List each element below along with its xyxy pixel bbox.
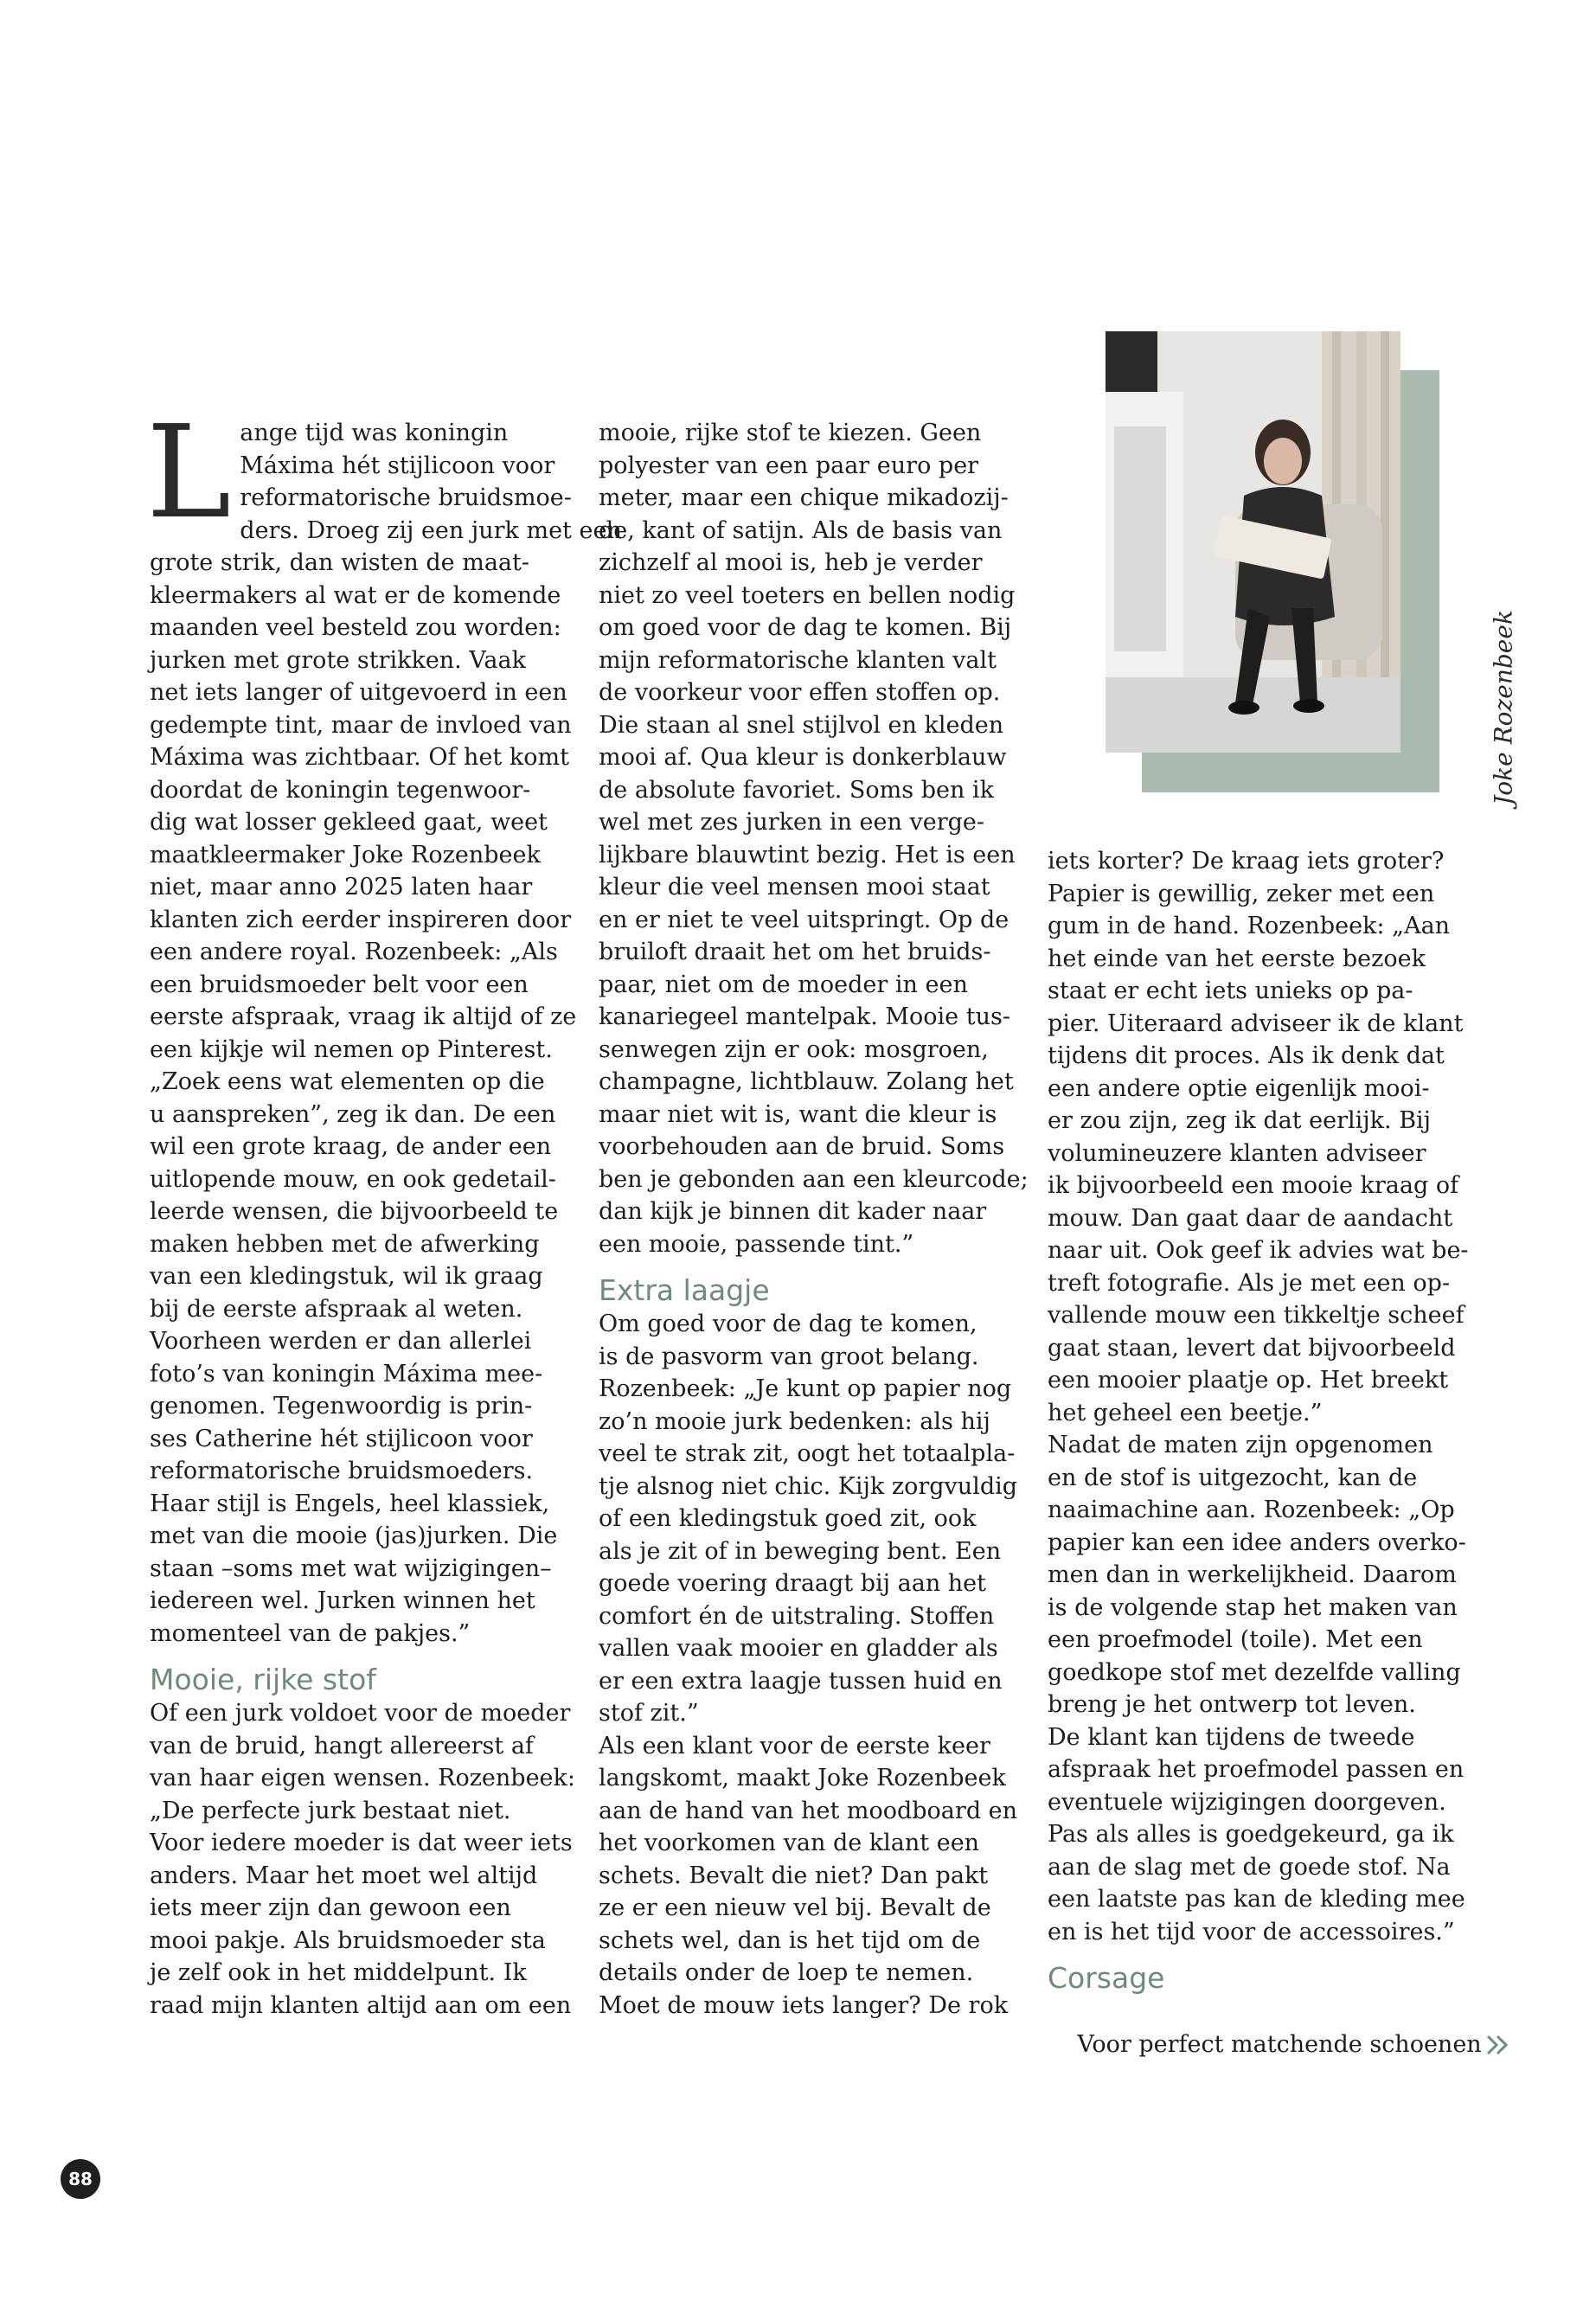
text-line: en er niet te veel uitspringt. Op de <box>599 906 1010 933</box>
text-line: aan de hand van het moodboard en <box>599 1797 1018 1824</box>
text-line: anders. Maar het moet wel altijd <box>150 1862 538 1889</box>
text-line: wil een grote kraag, de ander een <box>150 1133 552 1160</box>
text-line: Rozenbeek: „Je kunt op papier nog <box>599 1375 1012 1402</box>
text-line: mooi pakje. Als bruidsmoeder sta <box>150 1926 546 1954</box>
paragraph <box>1048 845 1469 1948</box>
text-line: aan de slag met de goede stof. Na <box>1048 1853 1451 1881</box>
text-line: Nadat de maten zijn opgenomen <box>1048 1432 1433 1458</box>
text-line: doordat de koningin tegenwoor- <box>150 776 531 804</box>
text-line: wel met zes jurken in een verge- <box>599 809 985 836</box>
text-line: mouw. Dan gaat daar de aandacht <box>1048 1204 1453 1232</box>
text-line: een andere optie eigenlijk mooi- <box>1048 1074 1430 1102</box>
text-line: niet, maar anno 2025 laten haar <box>150 874 533 901</box>
text-line: men dan in werkelijkheid. Daarom <box>1048 1561 1457 1588</box>
text-line: uitlopende mouw, en ook gedetail- <box>150 1165 556 1193</box>
text-line: Die staan al snel stijlvol en kleden <box>599 711 1004 739</box>
article-column-2 <box>599 417 1029 2022</box>
article-column-3 <box>1048 845 1482 2093</box>
text-line: de, kant of satijn. Als de basis van <box>599 516 1003 544</box>
text-line: dig wat losser gekleed gaat, weet <box>150 809 548 836</box>
text-line: paar, niet om de moeder in een <box>599 971 968 998</box>
text-line: het voorkomen van de klant een <box>599 1830 980 1856</box>
text-line: en de stof is uitgezocht, kan de <box>1048 1464 1418 1491</box>
text-line: Moet de mouw iets langer? De rok <box>599 1991 1009 2019</box>
text-line: van de bruid, hangt allereerst af <box>150 1732 534 1759</box>
text-line: staan –soms met wat wijzigingen– <box>150 1554 552 1582</box>
text-line: goede voering draagt bij aan het <box>599 1570 987 1597</box>
text-line: Máxima hét stijlicoon voor <box>240 452 555 479</box>
text-line: de absolute favoriet. Soms ben ik <box>599 776 994 804</box>
text-line: senwegen zijn er ook: mosgroen, <box>599 1035 989 1063</box>
photo-illustration <box>1106 331 1401 753</box>
text-line: is de pasvorm van groot belang. <box>599 1343 979 1370</box>
text-line: klanten zich eerder inspireren door <box>150 906 572 933</box>
paragraph <box>599 417 1029 1260</box>
text-line: champagne, lichtblauw. Zolang het <box>599 1068 1014 1095</box>
text-line: Om goed voor de dag te komen, <box>599 1311 977 1337</box>
text-line: zo’n mooie jurk bedenken: als hij <box>599 1407 990 1435</box>
paragraph <box>150 1697 575 2022</box>
photo-credit <box>1486 608 1521 807</box>
text-line: om goed voor de dag te komen. Bij <box>599 614 1012 641</box>
text-line: reformatorische bruidsmoeders. <box>150 1458 534 1484</box>
text-line: „Zoek eens wat elementen op die <box>150 1068 545 1095</box>
text-line: gaat staan, levert dat bijvoorbeeld <box>1048 1334 1456 1362</box>
text-line: comfort én de uitstraling. Stoffen <box>599 1602 995 1630</box>
text-line: maatkleermaker Joke Rozenbeek <box>150 841 541 868</box>
text-line: raad mijn klanten altijd aan om een <box>150 1991 572 2019</box>
text-line: Of een jurk voldoet voor de moeder <box>150 1700 571 1727</box>
paragraph-continued <box>1048 1996 1482 2093</box>
text-line: bruiloft draait het om het bruids- <box>599 939 991 965</box>
subhead-mooie-rijke-stof: Mooie, rijke stof <box>150 1663 376 1696</box>
text-line: mooie, rijke stof te kiezen. Geen <box>599 420 982 446</box>
text-line: er een extra laagje tussen huid en <box>599 1667 1003 1695</box>
text-line: leerde wensen, die bijvoorbeeld te <box>150 1198 559 1225</box>
text-line: een mooie, passende tint.” <box>599 1230 914 1258</box>
text-line: naaimachine aan. Rozenbeek: „Op <box>1048 1497 1455 1523</box>
text-line: kleermakers al wat er de komende <box>150 581 561 609</box>
text-line: met van die mooie (jas)jurken. Die <box>150 1522 558 1549</box>
text-line: zichzelf al mooi is, heb je verder <box>599 549 983 576</box>
text-line: Voor iedere moeder is dat weer iets <box>150 1830 573 1856</box>
subhead-extra-laagje: Extra laagje <box>599 1273 770 1307</box>
text-line: net iets langer of uitgevoerd in een <box>150 679 567 706</box>
text-line: gum in de hand. Rozenbeek: „Aan <box>1048 913 1451 939</box>
text-line: schets. Bevalt die niet? Dan pakt <box>599 1862 989 1889</box>
text-line: mooi af. Qua kleur is donkerblauw <box>599 744 1007 771</box>
text-line: breng je het ontwerp tot leven. <box>1048 1691 1416 1718</box>
paragraph <box>599 1308 1018 2022</box>
text-line: polyester van een paar euro per <box>599 452 979 479</box>
text-line: van haar eigen wensen. Rozenbeek: <box>150 1765 575 1791</box>
text-line: maken hebben met de afwerking <box>150 1230 540 1258</box>
text-line: ders. Droeg zij een jurk met een <box>240 516 622 544</box>
text-line: een bruidsmoeder belt voor een <box>150 971 529 998</box>
text-line: een andere royal. Rozenbeek: „Als <box>150 939 558 965</box>
text-line: reformatorische bruidsmoe- <box>240 484 572 511</box>
text-line: je zelf ook in het middelpunt. Ik <box>150 1959 527 1986</box>
drop-cap: L <box>146 398 232 547</box>
text-line: de voorkeur voor effen stoffen op. <box>599 679 1001 706</box>
text-line: vallende mouw een tikkeltje scheef <box>1048 1302 1465 1329</box>
text-line: papier kan een idee anders overko- <box>1048 1529 1466 1556</box>
text-line: tijdens dit proces. Als ik denk dat <box>1048 1042 1445 1069</box>
text-line: iets korter? De kraag iets groter? <box>1048 848 1445 875</box>
text-line: bij de eerste afspraak al weten. <box>150 1295 523 1323</box>
woman-reading-photo <box>1106 331 1401 753</box>
text-line: voorbehouden aan de bruid. Soms <box>599 1133 1005 1160</box>
text-line: vallen vaak mooier en gladder als <box>599 1635 998 1662</box>
text-line: Haar stijl is Engels, heel klassiek, <box>150 1490 550 1517</box>
lines <box>150 417 622 1650</box>
text-line: momenteel van de pakjes.” <box>150 1619 471 1647</box>
text-line: iedereen wel. Jurken winnen het <box>150 1587 535 1614</box>
text-line: niet zo veel toeters en bellen nodig <box>599 581 1016 609</box>
text-line: eerste afspraak, vraag ik altijd of ze <box>150 1003 577 1030</box>
text-line: eventuele wijzigingen doorgeven. <box>1048 1788 1446 1816</box>
text-line: ik bijvoorbeeld een mooie kraag of <box>1048 1172 1459 1199</box>
text-line: er zou zijn, zeg ik dat eerlijk. Bij <box>1048 1107 1432 1134</box>
text-line: „De perfecte jurk bestaat niet. <box>150 1797 511 1824</box>
text-line: het geheel een beetje.” <box>1048 1399 1323 1426</box>
text-line: een laatste pas kan de kleding mee <box>1048 1886 1465 1913</box>
text-line: is de volgende stap het maken van <box>1048 1593 1458 1621</box>
text-line: veel te strak zit, oogt het totaalpla- <box>599 1440 1016 1467</box>
text-line: De klant kan tijdens de tweede <box>1048 1723 1415 1751</box>
text-line: Papier is gewillig, zeker met een <box>1048 880 1435 907</box>
text-line: ben je gebonden aan een kleurcode; <box>599 1165 1029 1193</box>
text-line: maar niet wit is, want die kleur is <box>599 1100 997 1128</box>
text-line: genomen. Tegenwoordig is prin- <box>150 1393 533 1420</box>
text-line: ses Catherine hét stijlicoon voor <box>150 1425 533 1452</box>
text-line: ze er een nieuw vel bij. Bevalt de <box>599 1894 991 1921</box>
text-line: foto’s van koningin Máxima mee- <box>150 1360 543 1388</box>
double-chevron-right-icon <box>1485 2034 1511 2056</box>
text-line: volumineuzere klanten adviseer <box>1048 1139 1426 1167</box>
text-line: of een kledingstuk goed zit, ook <box>599 1505 977 1532</box>
text-line: maanden veel besteld zou worden: <box>150 614 561 641</box>
text-line: gedempte tint, maar de invloed van <box>150 711 572 739</box>
text-line: treft fotografie. Als je met een op- <box>1048 1269 1451 1297</box>
text-line: meter, maar een chique mikadozij- <box>599 484 1009 511</box>
page-number: 88 <box>61 2159 100 2199</box>
text-line: als je zit of in beweging bent. Een <box>599 1537 1002 1565</box>
text-line: mijn reformatorische klanten valt <box>599 646 997 674</box>
text-line: kleur die veel mensen mooi staat <box>599 874 990 901</box>
text-line: iets meer zijn dan gewoon een <box>150 1894 511 1921</box>
text-line: kanariegeel mantelpak. Mooie tus- <box>599 1003 1010 1030</box>
article-column-1 <box>146 398 622 2022</box>
text-line: ange tijd was koningin <box>240 420 509 446</box>
text-line: van een kledingstuk, wil ik graag <box>150 1263 543 1290</box>
text-line: jurken met grote strikken. Vaak <box>150 646 526 674</box>
text-line: u aanspreken”, zeg ik dan. De een <box>150 1100 556 1128</box>
text-line: een proefmodel (toile). Met een <box>1048 1626 1423 1653</box>
text-line: en is het tijd voor de accessoires.” <box>1048 1918 1455 1945</box>
text-line: tje alsnog niet chic. Kijk zorgvuldig <box>599 1472 1018 1500</box>
continue-line: Voor perfect matchende schoenen <box>1077 2030 1482 2058</box>
text-line: schets wel, dan is het tijd om de <box>599 1926 981 1954</box>
text-line: details onder de loep te nemen. <box>599 1959 974 1986</box>
subhead-corsage: Corsage <box>1048 1961 1165 1995</box>
text-line: Voorheen werden er dan allerlei <box>150 1328 532 1355</box>
text-line: een mooier plaatje op. Het breekt <box>1048 1367 1449 1394</box>
text-line: lijkbare blauwtint bezig. Het is een <box>599 841 1016 868</box>
text-line: Als een klant voor de eerste keer <box>599 1732 990 1759</box>
text-line: staat er echt iets unieks op pa- <box>1048 977 1413 1004</box>
photo-credit-text: Joke Rozenbeek <box>1489 610 1518 805</box>
text-line: Pas als alles is goedgekeurd, ga ik <box>1048 1821 1454 1848</box>
text-line: stof zit.” <box>599 1700 699 1727</box>
text-line: Máxima was zichtbaar. Of het komt <box>150 744 569 771</box>
text-line: afspraak het proefmodel passen en <box>1048 1756 1465 1783</box>
text-line: pier. Uiteraard adviseer ik de klant <box>1048 1009 1464 1037</box>
text-line: dan kijk je binnen dit kader naar <box>599 1198 987 1225</box>
intro-paragraph <box>146 398 622 1650</box>
text-line: het einde van het eerste bezoek <box>1048 945 1426 972</box>
text-line: goedkope stof met dezelfde valling <box>1048 1658 1461 1686</box>
text-line: naar uit. Ook geef ik advies wat be- <box>1048 1237 1469 1264</box>
text-line: langskomt, maakt Joke Rozenbeek <box>599 1765 1006 1791</box>
text-line: een kijkje wil nemen op Pinterest. <box>150 1035 553 1063</box>
text-line: grote strik, dan wisten de maat- <box>150 549 530 576</box>
